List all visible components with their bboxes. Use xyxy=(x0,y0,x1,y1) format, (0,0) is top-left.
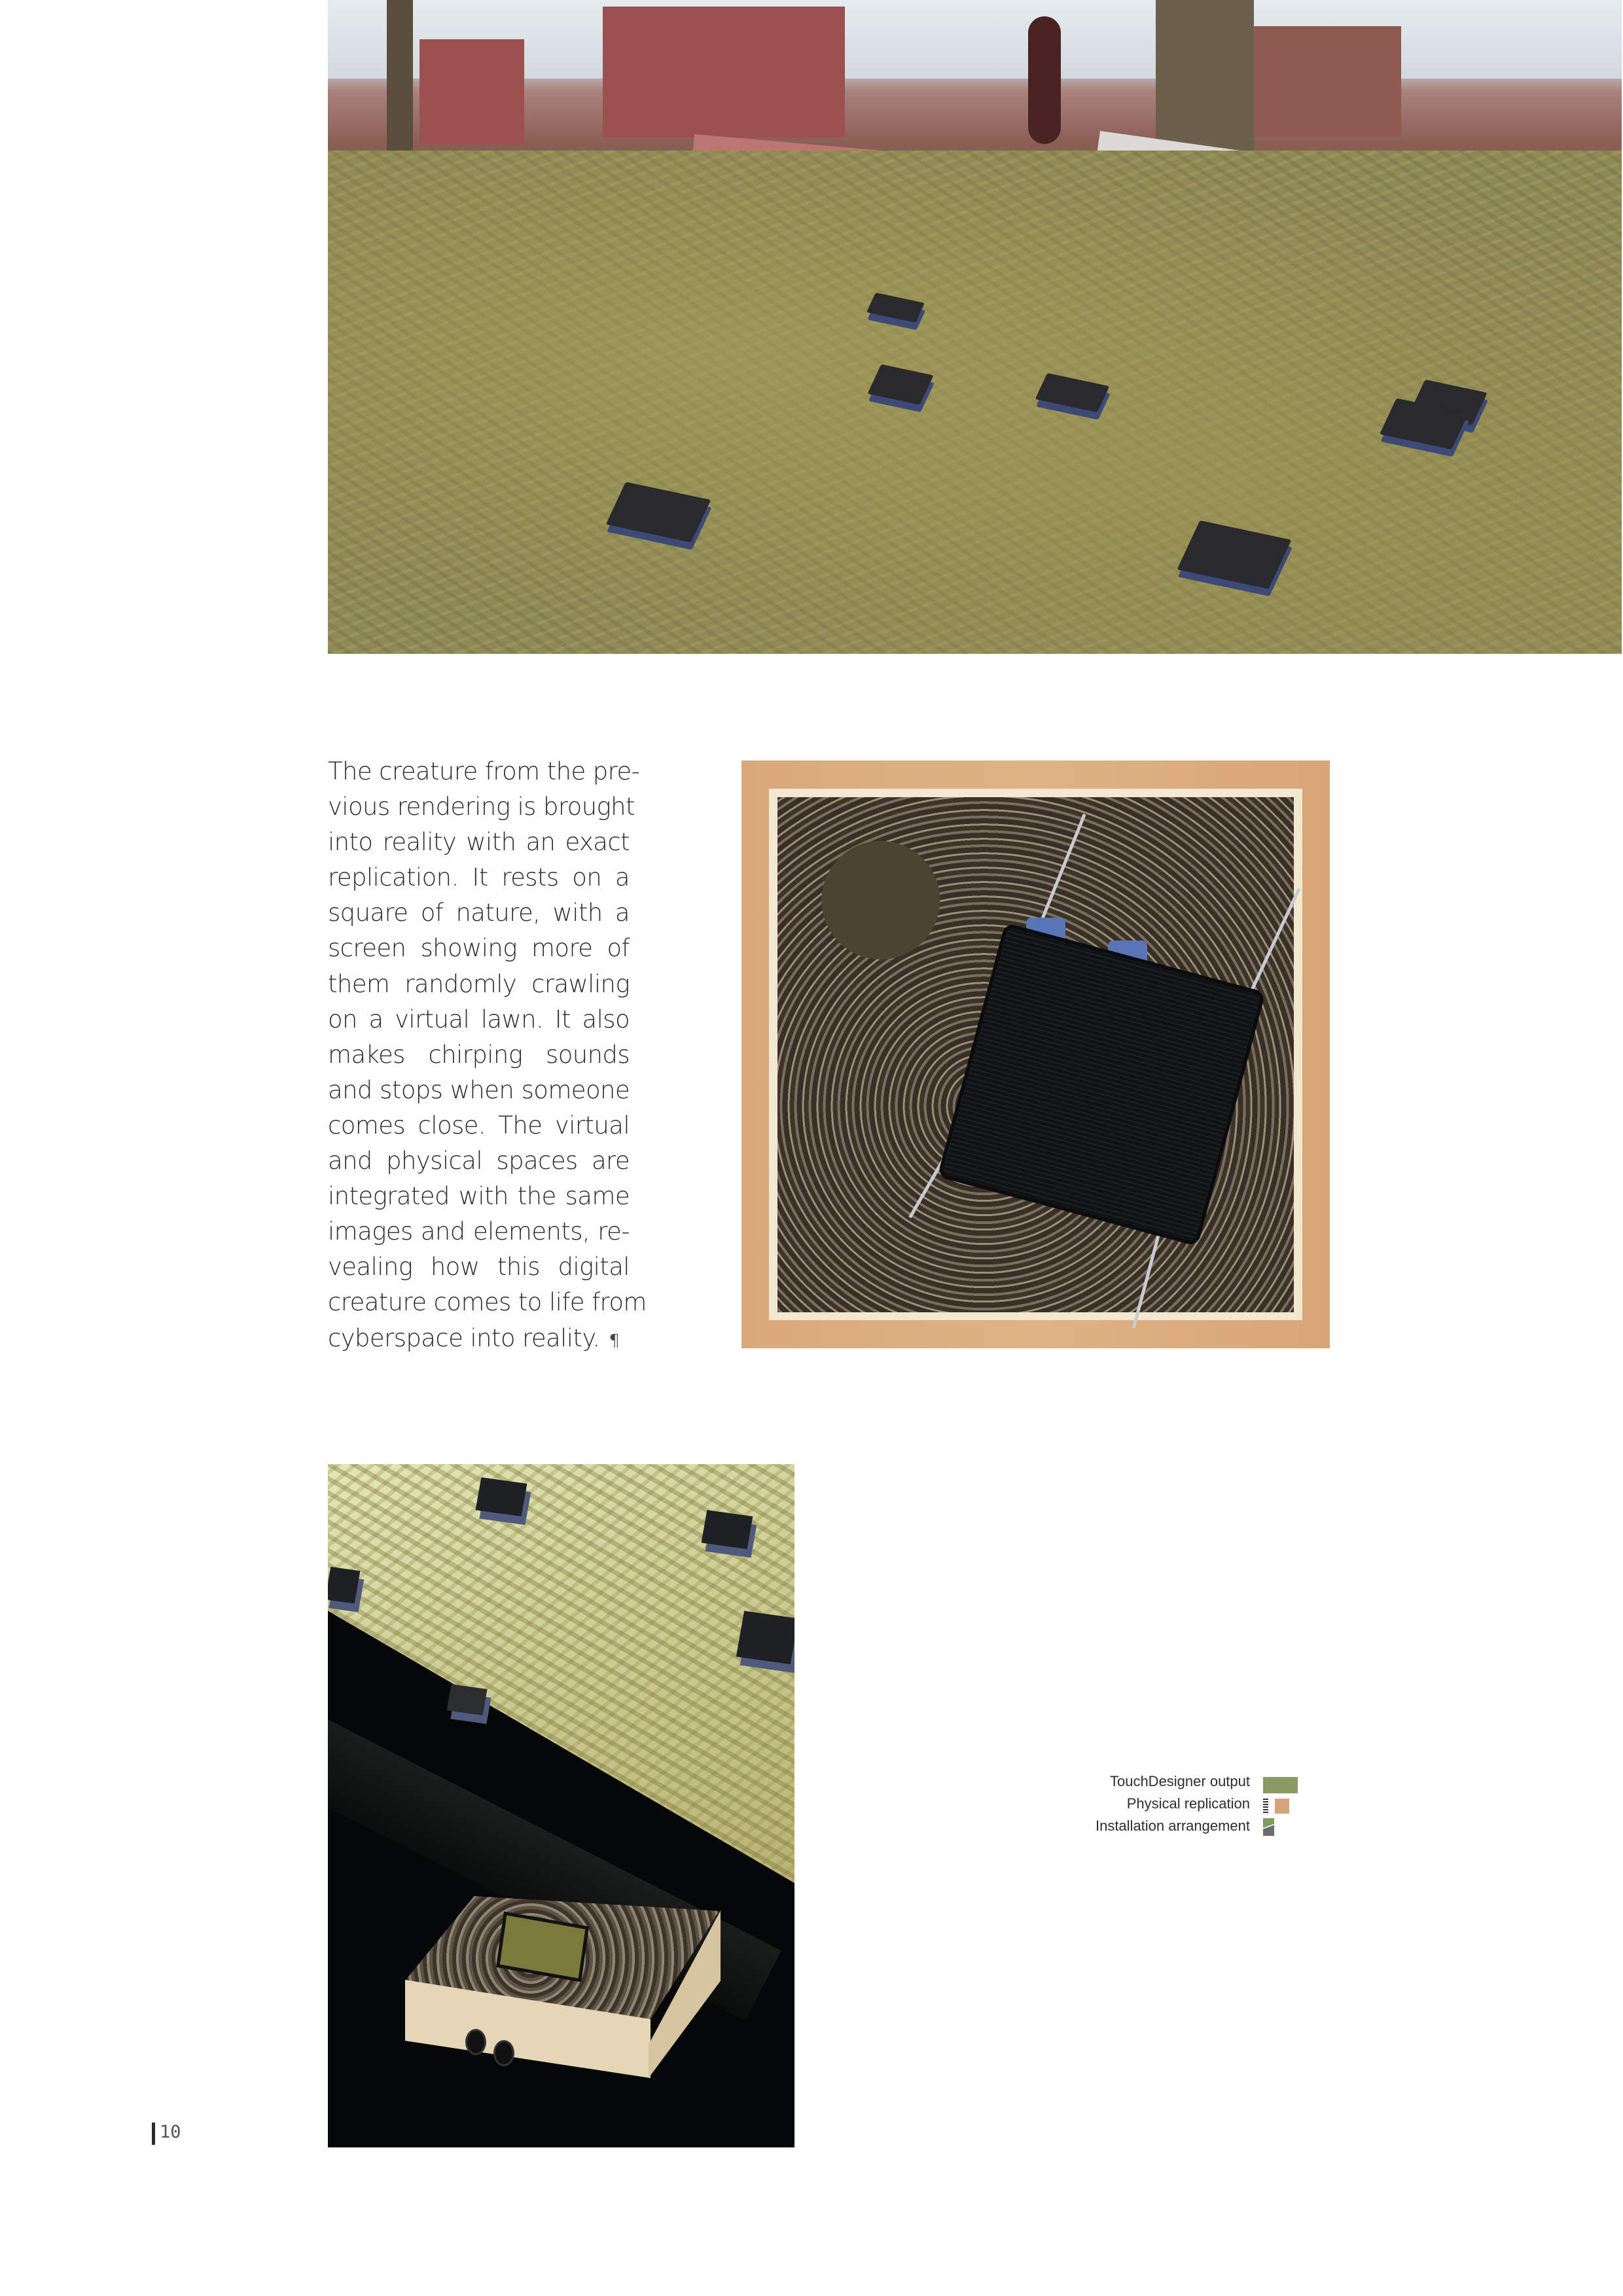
text-line: screen showing more of xyxy=(328,934,630,963)
green-bar-icon xyxy=(1263,1777,1298,1793)
building xyxy=(1244,26,1401,137)
hatch-lines-icon xyxy=(1263,1799,1268,1813)
sensor-icon xyxy=(465,2029,486,2055)
virtual-creature xyxy=(702,1510,753,1549)
text-line: vious rendering is brought xyxy=(328,793,635,821)
text-line-last xyxy=(328,1321,630,1356)
building xyxy=(419,39,524,144)
page-marker-bar xyxy=(152,2123,155,2145)
figure-installation-arrangement xyxy=(328,1464,794,2147)
text-line: into reality with an exact xyxy=(328,828,630,857)
text-line: square of nature, with a xyxy=(328,899,630,927)
text-line: replication. It rests on a xyxy=(328,863,630,892)
legend-item-installation xyxy=(1047,1816,1322,1839)
legend-item-physical xyxy=(1047,1794,1322,1816)
building xyxy=(603,7,845,137)
text-line: vealing how this digital xyxy=(328,1253,630,1282)
body-paragraph xyxy=(328,754,647,1356)
virtual-creature xyxy=(446,1684,487,1715)
text-line: on a virtual lawn. It also xyxy=(328,1005,630,1033)
text-line: and physical spaces are xyxy=(328,1147,630,1175)
split-square-icon xyxy=(1263,1818,1274,1836)
text-line: cyberspace into reality. xyxy=(328,1323,600,1352)
text-line: them randomly crawling xyxy=(328,969,630,998)
legend-label: Installation arrangement xyxy=(1095,1818,1250,1834)
text-line: integrated with the same xyxy=(328,1182,630,1211)
page-number-text: 10 xyxy=(160,2122,181,2142)
text-line: and stops when someone xyxy=(328,1075,630,1104)
text-line: The creature from the pre- xyxy=(328,757,640,785)
virtual-creature xyxy=(736,1611,794,1664)
text-line: images and elements, re- xyxy=(328,1217,630,1246)
text-line: makes chirping sounds xyxy=(328,1040,630,1069)
legend-label: TouchDesigner output xyxy=(1109,1773,1250,1789)
pilcrow-mark: ¶ xyxy=(609,1331,620,1351)
figure-physical-replication xyxy=(741,761,1330,1348)
tan-square-icon xyxy=(1275,1799,1289,1814)
physical-box xyxy=(405,1896,719,2086)
sensor-icon xyxy=(493,2040,514,2066)
virtual-creature xyxy=(476,1477,527,1516)
text-line: comes close. The virtual xyxy=(328,1111,630,1139)
text-line: creature comes to life from xyxy=(328,1288,647,1317)
legend-item-touchdesigner xyxy=(1047,1772,1322,1794)
virtual-creature xyxy=(328,1567,360,1604)
figure-touchdesigner-render xyxy=(328,0,1622,654)
legend-label: Physical replication xyxy=(1126,1795,1250,1812)
sculpture xyxy=(1028,16,1061,144)
